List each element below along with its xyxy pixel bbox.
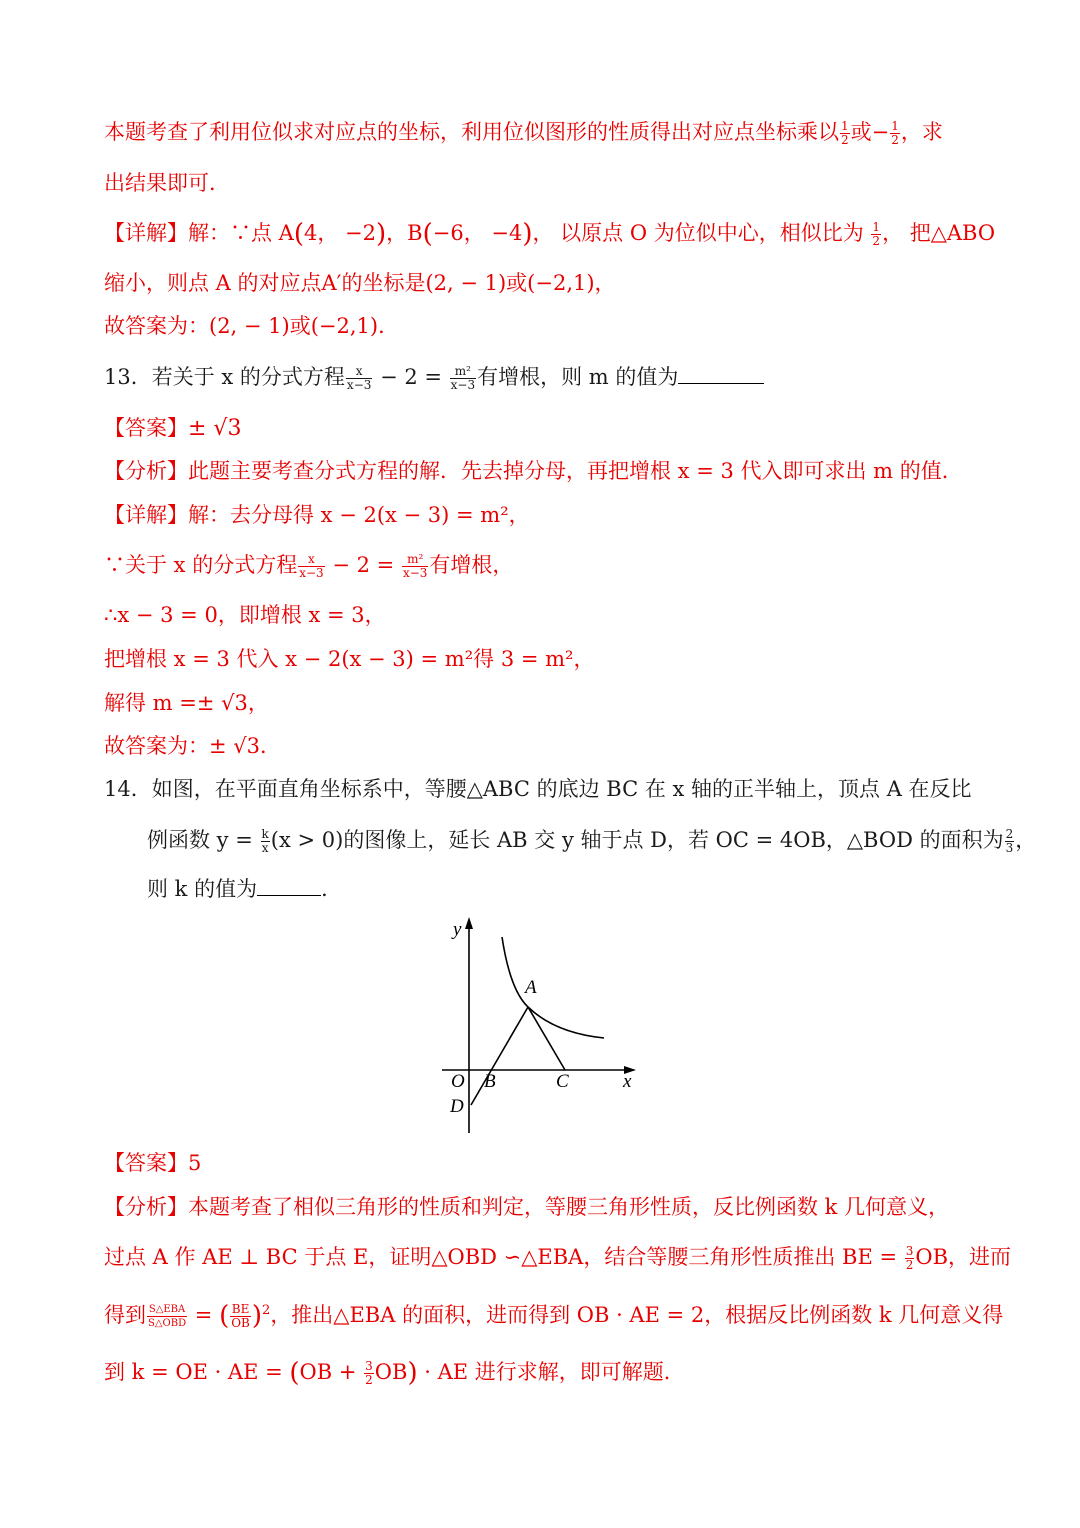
- label-x: x: [623, 1071, 632, 1092]
- fraction: $\frac{1}{2}$: [841, 119, 849, 147]
- fraction: $\frac{1}{2}$: [872, 220, 881, 248]
- analysis-line-2: 出结果即可．: [104, 171, 230, 195]
- segment-AC: [528, 1007, 565, 1070]
- fraction: $\frac{3}{2}$: [365, 1359, 373, 1387]
- fraction: $\frac{x}{x-3}$: [346, 364, 372, 392]
- detail-13-line-2: ∵关于 x 的分式方程 $\frac{x}{x-3}$ − 2 = $\frac{\text{m²}}{x-3}$ 有增根，: [104, 552, 514, 580]
- answer-14: 【答案】5: [104, 1151, 202, 1175]
- fraction: $\frac{\text{m²}}{x-3}$: [402, 552, 428, 580]
- fraction: $\frac{BE}{OB}$: [231, 1302, 250, 1330]
- detail-13-line-6: 故答案为：± √3．: [104, 734, 282, 758]
- label-y: y: [453, 919, 462, 940]
- analysis-14-line-1: 【分析】本题考查了相似三角形的性质和判定，等腰三角形性质，反比例函数 k 几何意义，: [104, 1195, 950, 1219]
- answer-blank: [257, 877, 321, 896]
- label-B: B: [484, 1071, 496, 1092]
- detail-13-line-3: ∴x − 3 = 0，即增根 x = 3，: [104, 603, 386, 627]
- fraction: $\frac{\text{S△EBA}}{\text{S△OBD}}$: [148, 1304, 187, 1329]
- detail-line-3: 故答案为：(2, − 1)或(−2,1)．: [104, 314, 400, 338]
- question-14-line-2: 例函数 y = $\frac{k}{x}$ (x > 0)的图像上，延长 AB 交 y 轴于点 D，若 OC = 4OB，△BOD 的面积为 $\frac{2}{3}$ ，: [147, 827, 1037, 855]
- label-D: D: [450, 1096, 464, 1117]
- analysis-14-line-3: 得到 $\frac{\text{S△EBA}}{\text{S△OBD}}$ = ( $\frac{BE}{OB}$ )$^2$，推出△EBA 的面积，进而得到 OB · AE = 2，根据反比例函数 k 几何意义得: [104, 1301, 1004, 1331]
- label-O: O: [451, 1071, 465, 1092]
- analysis-14-line-4: 到 k = OE · AE = (OB + $\frac{3}{2}$ OB) · AE 进行求解，即可解题．: [104, 1358, 685, 1388]
- segment-DA: [471, 1007, 528, 1105]
- question-14-line-3: 则 k 的值为 ．: [147, 877, 343, 901]
- fraction: $\frac{x}{x-3}$: [299, 552, 324, 580]
- fraction: $\frac{3}{2}$: [905, 1244, 914, 1272]
- hyperbola-curve: [502, 937, 604, 1038]
- question-14-line-1: 14．如图，在平面直角坐标系中，等腰△ABC 的底边 BC 在 x 轴的正半轴上，顶点 A 在反比: [104, 777, 972, 801]
- label-A: A: [525, 977, 537, 998]
- detail-13-line-1: 【详解】解：去分母得 x − 2(x − 3) = m²，: [104, 503, 530, 527]
- analysis-13: 【分析】此题主要考查分式方程的解．先去掉分母，再把增根 x = 3 代入即可求出 m 的值．: [104, 459, 963, 483]
- answer-13: 【答案】± √3: [104, 416, 242, 441]
- y-axis-arrow: [465, 917, 473, 929]
- analysis-line-1: 本题考查了利用位似求对应点的坐标，利用位似图形的性质得出对应点坐标乘以 $\frac{1}{2}$ 或− $\frac{1}{2}$ ，求: [104, 119, 943, 147]
- coordinate-figure: [440, 915, 640, 1135]
- detail-13-line-4: 把增根 x = 3 代入 x − 2(x − 3) = m²得 3 = m²，: [104, 647, 595, 671]
- detail-line-1: 【详解】解：∵点 A(4， −2)，B(−6， −4)， 以原点 O 为位似中心，相似比为 $\frac{1}{2}$ ， 把△ABO: [104, 219, 996, 249]
- detail-13-line-5: 解得 m =± √3，: [104, 691, 269, 715]
- analysis-14-line-2: 过点 A 作 AE ⊥ BC 于点 E，证明△OBD ∽△EBA，结合等腰三角形性质推出 BE = $\frac{3}{2}$ OB，进而: [104, 1244, 1012, 1272]
- label-C: C: [556, 1071, 569, 1092]
- answer-blank: [678, 365, 764, 384]
- fraction: $\frac{\text{m²}}{x-3}$: [450, 364, 476, 392]
- fraction: $\frac{2}{3}$: [1005, 827, 1014, 855]
- detail-line-2: 缩小，则点 A 的对应点A′的坐标是(2, − 1)或(−2,1)，: [104, 271, 616, 295]
- fraction: $\frac{k}{x}$: [261, 827, 269, 855]
- fraction: $\frac{1}{2}$: [891, 119, 899, 147]
- question-13: 13．若关于 x 的分式方程 $\frac{x}{x-3}$ − 2 = $\frac{\text{m²}}{x-3}$ 有增根，则 m 的值为: [104, 362, 764, 392]
